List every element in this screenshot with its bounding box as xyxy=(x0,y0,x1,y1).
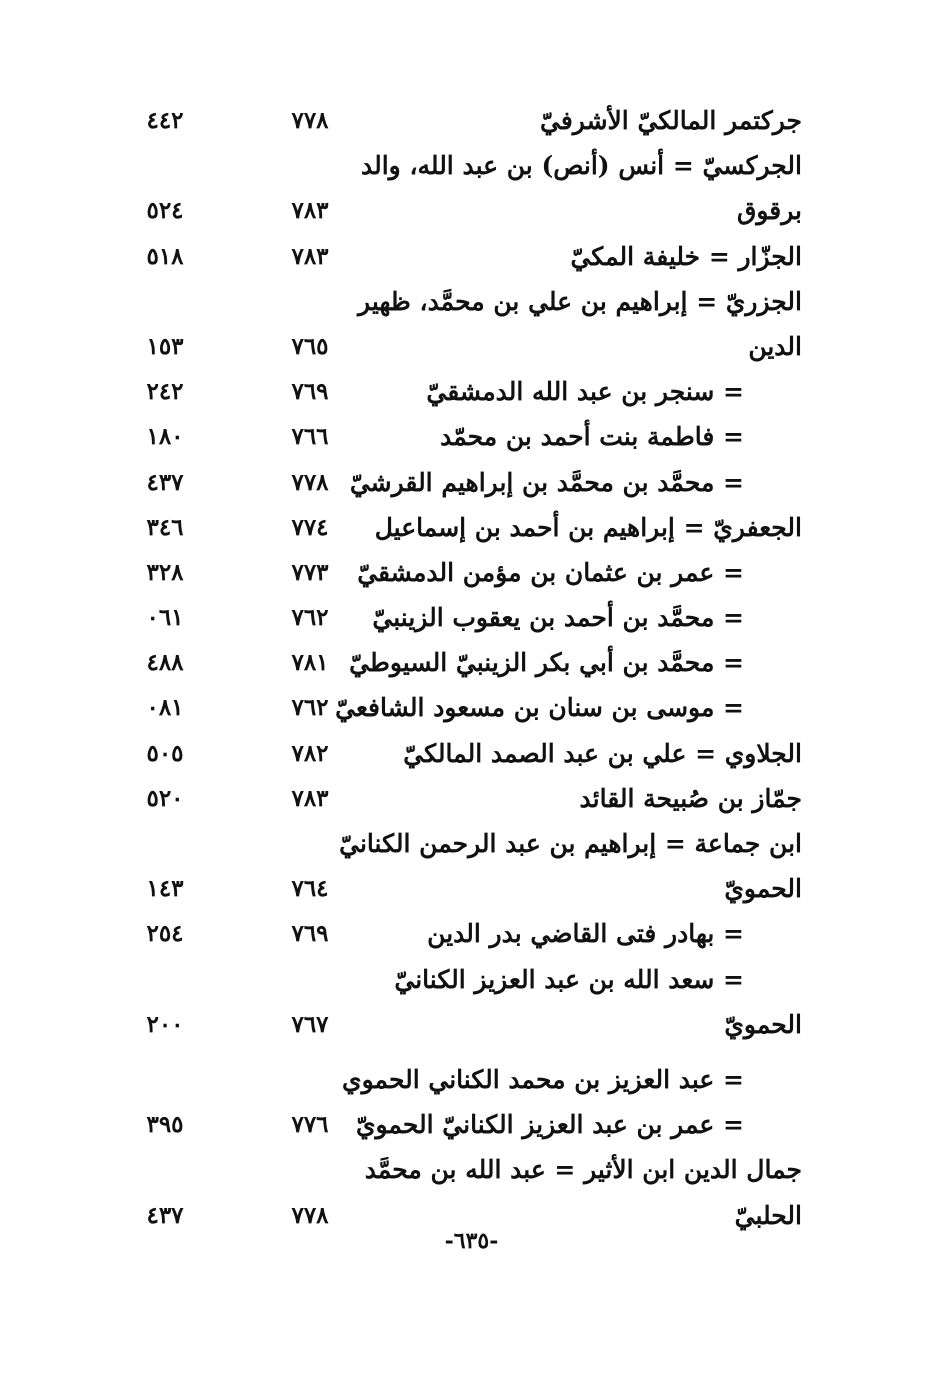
index-entry xyxy=(130,460,802,505)
entry-year: ٧٨٣ xyxy=(291,784,329,812)
index-entry xyxy=(130,866,802,911)
entry-name: = عمر بن عثمان بن مؤمن الدمشقيّ xyxy=(357,557,744,587)
entry-year: ٧٨١ xyxy=(291,649,329,677)
entry-year: ٧٧٤ xyxy=(291,513,329,541)
index-entry xyxy=(130,1147,802,1192)
entry-year: ٧٧٦ xyxy=(291,1111,329,1139)
entry-page: ١٥٣ xyxy=(146,332,184,360)
entry-year xyxy=(270,1057,350,1102)
index-entry xyxy=(130,595,802,640)
index-entry xyxy=(130,414,802,459)
entry-name: الجركسيّ = أنس (أنص) بن عبد الله، والد xyxy=(360,151,802,181)
index-entry xyxy=(130,324,802,369)
entry-name: جركتمر المالكيّ الأشرفيّ xyxy=(540,106,802,135)
entry-year: ٧٧٣ xyxy=(291,558,329,586)
index-entry xyxy=(130,776,802,821)
entry-page: ٠٦١ xyxy=(146,604,184,632)
entry-year: ٧٦٩ xyxy=(291,378,329,406)
entry-name: برقوق xyxy=(736,196,802,226)
index-entry xyxy=(130,685,802,730)
entry-year: ٧٧٨ xyxy=(291,107,329,134)
entry-page: ٥٢٤ xyxy=(146,197,184,225)
entry-page: ٤٣٧ xyxy=(146,1201,184,1229)
entry-year: ٧٦٧ xyxy=(291,1010,329,1038)
entry-name: = موسى بن سنان بن مسعود الشافعيّ xyxy=(335,693,744,723)
entry-page: ٠٨١ xyxy=(146,694,184,722)
page-number: -٦٣٥- xyxy=(444,1228,499,1254)
index-entry xyxy=(130,188,802,233)
index-entry xyxy=(130,731,802,776)
index-entry xyxy=(130,1002,802,1047)
entry-page: ٢٤٢ xyxy=(146,378,184,406)
index-entry xyxy=(130,640,802,685)
entry-name: = محمَّد بن أبي بكر الزينبيّ السيوطيّ xyxy=(349,648,744,678)
entry-name: = سنجر بن عبد الله الدمشقيّ xyxy=(426,377,744,407)
entry-name: جمّاز بن صُبيحة القائد xyxy=(579,783,802,813)
index-entry xyxy=(130,911,802,956)
entry-page: ١٨٠ xyxy=(146,423,184,451)
entry-name: = محمَّد بن أحمد بن يعقوب الزينبيّ xyxy=(372,603,744,633)
entry-year xyxy=(270,143,350,188)
entry-year: ٧٨٣ xyxy=(291,197,329,225)
index-entry xyxy=(130,143,802,188)
entry-year xyxy=(270,957,350,1002)
entry-page: ٣٢٨ xyxy=(146,558,184,586)
entry-name: الحمويّ xyxy=(724,874,802,904)
entry-page: ٤٨٨ xyxy=(146,649,184,677)
entry-name: الجعفريّ = إبراهيم بن أحمد بن إسماعيل xyxy=(374,512,802,542)
entry-name: الدين xyxy=(748,331,802,361)
entry-page xyxy=(130,1057,200,1102)
index-entry xyxy=(130,1102,802,1147)
entry-year: ٧٨٢ xyxy=(291,739,329,767)
entry-year: ٧٦٥ xyxy=(291,332,329,360)
index-entry xyxy=(130,550,802,595)
entry-year: ٧٦٢ xyxy=(291,604,329,632)
entry-name: جمال الدين ابن الأثير = عبد الله بن محمَّد xyxy=(364,1155,802,1185)
entry-name: الجزريّ = إبراهيم بن علي بن محمَّد، ظهير xyxy=(358,286,802,316)
entry-page: ٥٠٥ xyxy=(146,739,184,767)
entry-year: ٧٧٨ xyxy=(291,468,329,496)
entry-year: ٧٧٨ xyxy=(291,1201,329,1229)
entry-page xyxy=(130,821,200,866)
entry-page xyxy=(130,1147,200,1192)
entry-year: ٧٦٦ xyxy=(291,423,329,451)
entry-page: ٣٤٦ xyxy=(146,513,184,541)
entry-year xyxy=(270,279,350,324)
index-entry xyxy=(130,279,802,324)
entry-page: ١٤٣ xyxy=(146,875,184,903)
entry-page xyxy=(130,957,200,1002)
entry-year: ٧٦٢ xyxy=(291,694,329,722)
entry-name: ابن جماعة = إبراهيم بن عبد الرحمن الكنانيّ xyxy=(339,829,802,858)
entry-name: الحلبيّ xyxy=(734,1200,802,1230)
entry-year: ٧٦٤ xyxy=(291,875,329,903)
entry-page: ٤٣٧ xyxy=(146,468,184,496)
entry-name: الجزّار = خليفة المكيّ xyxy=(570,241,802,271)
entry-page: ٢٥٤ xyxy=(146,920,184,948)
entry-page xyxy=(130,279,200,324)
index-entry xyxy=(130,957,802,1002)
entry-page: ٢٠٠ xyxy=(146,1010,184,1038)
index-entry xyxy=(130,1057,802,1102)
entry-name: = عمر بن عبد العزيز الكنانيّ الحمويّ xyxy=(355,1110,744,1140)
entry-year: ٧٦٩ xyxy=(291,920,329,948)
entry-year xyxy=(270,821,350,866)
entry-page: ٥٢٠ xyxy=(146,784,184,812)
index-entry xyxy=(130,369,802,414)
entry-name: = بهادر فتى القاضي بدر الدين xyxy=(427,919,744,949)
index-entries xyxy=(130,98,802,1238)
entry-year: ٧٨٣ xyxy=(291,242,329,270)
entry-name: = فاطمة بنت أحمد بن محمّد xyxy=(440,422,744,452)
entry-page: ٣٩٥ xyxy=(146,1111,184,1139)
entry-name: = عبد العزيز بن محمد الكناني الحموي xyxy=(342,1064,744,1094)
index-entry xyxy=(130,821,802,866)
entry-name: = سعد الله بن عبد العزيز الكنانيّ xyxy=(394,964,744,994)
entry-name: الحمويّ xyxy=(724,1009,802,1039)
index-entry xyxy=(130,98,802,143)
entry-page: ٥١٨ xyxy=(146,242,184,270)
index-entry xyxy=(130,234,802,279)
entry-name: الجلاوي = علي بن عبد الصمد المالكيّ xyxy=(403,738,802,768)
entry-year xyxy=(270,1147,350,1192)
entry-page: ٤٤٢ xyxy=(146,107,184,134)
index-entry xyxy=(130,505,802,550)
entry-name: = محمَّد بن محمَّد بن إبراهيم القرشيّ xyxy=(349,467,744,497)
entry-page xyxy=(130,143,200,188)
